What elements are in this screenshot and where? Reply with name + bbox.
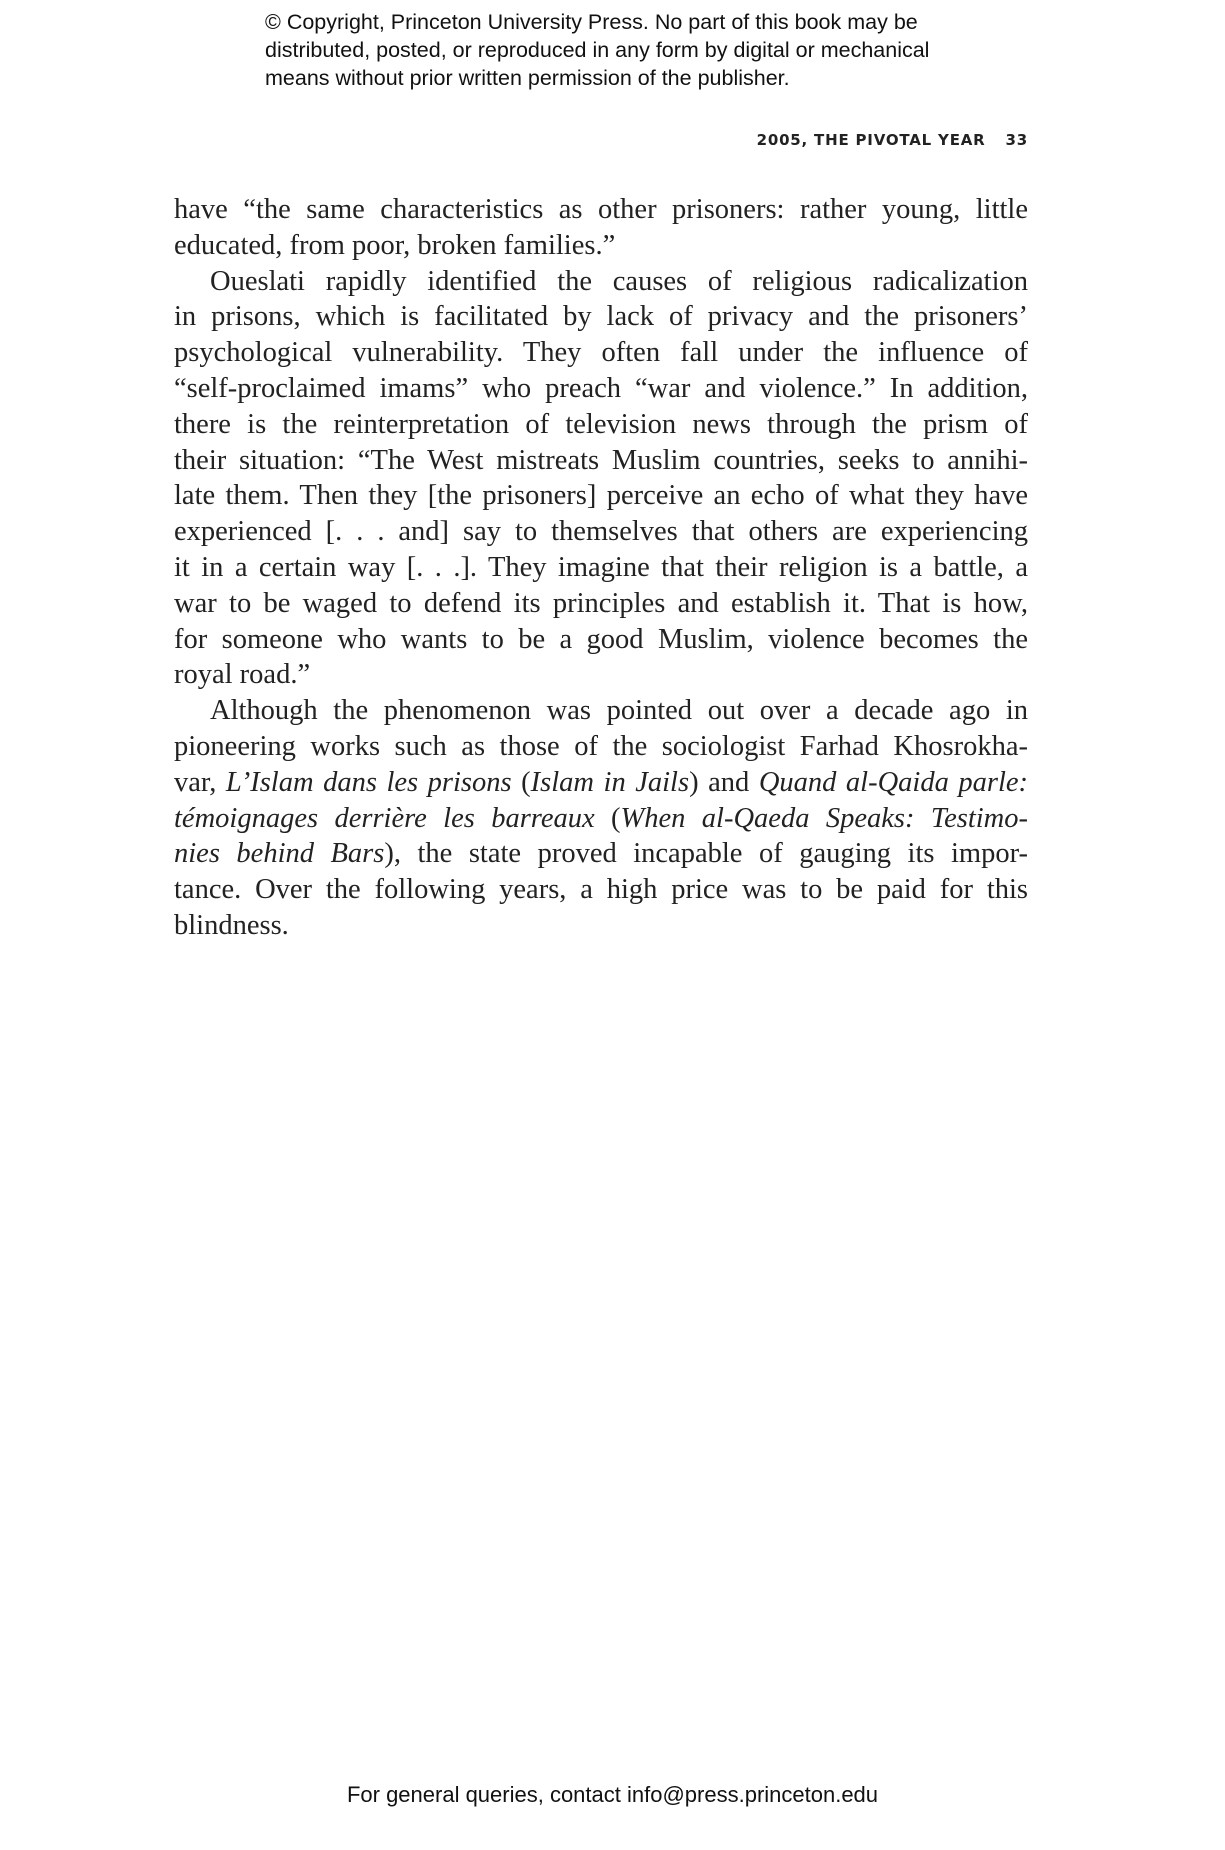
text-segment: ), the state proved incapable of gauging its impor- <box>384 838 1028 870</box>
text-line: war to be waged to defend its principles and establish it. That is how, <box>174 587 1028 619</box>
text-line: in prisons, which is facilitated by lack of privacy and the prisoners’ <box>174 301 1028 333</box>
book-title-italic: nies behind Bars <box>174 838 385 870</box>
copyright-line: distributed, posted, or reproduced in any form by digital or mechanical <box>265 38 930 62</box>
text-segment: var, <box>174 766 226 798</box>
text-line <box>174 765 1028 801</box>
copyright-line: means without prior written permission of the publisher. <box>265 66 790 90</box>
text-line: psychological vulnerability. They often fall under the influence of <box>174 337 1028 369</box>
book-title-italic: Quand al-Qaida parle: <box>758 766 1029 798</box>
running-head <box>757 131 1028 149</box>
text-line: “self-proclaimed imams” who preach “war and violence.” In addition, <box>174 372 1028 404</box>
text-line: late them. Then they [the prisoners] perceive an echo of what they have <box>174 480 1028 512</box>
text-line: there is the reinterpretation of television news through the prism of <box>174 408 1028 440</box>
text-line: it in a certain way [. . .]. They imagine that their religion is a battle, a <box>174 551 1028 583</box>
text-line: blindness. <box>174 909 289 941</box>
text-segment: ) and <box>689 766 759 798</box>
text-line: experienced [. . . and] say to themselves that others are experiencing <box>174 516 1028 548</box>
page-number: 33 <box>1005 131 1028 149</box>
text-line: royal road.” <box>174 659 311 691</box>
body-text <box>174 192 1028 944</box>
footer-contact: For general queries, contact info@press.princeton.edu <box>346 1782 879 1807</box>
text-segment: ( <box>511 766 531 798</box>
running-head-title: 2005, THE PIVOTAL YEAR <box>756 131 986 149</box>
book-title-italic: When al-Qaeda Speaks: Testimo- <box>620 802 1028 834</box>
text-line: Although the phenomenon was pointed out over a decade ago in <box>210 695 1028 727</box>
book-title-italic: Islam in Jails <box>530 766 690 798</box>
text-segment: ( <box>594 802 621 834</box>
book-title-italic: L’Islam dans les prisons <box>225 766 512 798</box>
text-line: have “the same characteristics as other prisoners: rather young, little <box>174 194 1028 225</box>
copyright-notice <box>265 8 985 92</box>
text-line: their situation: “The West mistreats Muslim countries, seeks to annihi- <box>174 444 1028 476</box>
text-line <box>174 801 1028 837</box>
text-line: Oueslati rapidly identified the causes of religious radicalization <box>210 265 1028 297</box>
copyright-line: © Copyright, Princeton University Press. No part of this book may be <box>265 10 918 34</box>
text-line: tance. Over the following years, a high price was to be paid for this <box>174 874 1028 906</box>
text-line: educated, from poor, broken families.” <box>174 229 616 261</box>
text-line: pioneering works such as those of the sociologist Farhad Khosrokha- <box>174 730 1028 762</box>
text-line <box>174 836 1028 872</box>
book-title-italic: témoignages derrière les barreaux <box>174 802 595 834</box>
text-line: for someone who wants to be a good Muslim, violence becomes the <box>174 623 1028 655</box>
